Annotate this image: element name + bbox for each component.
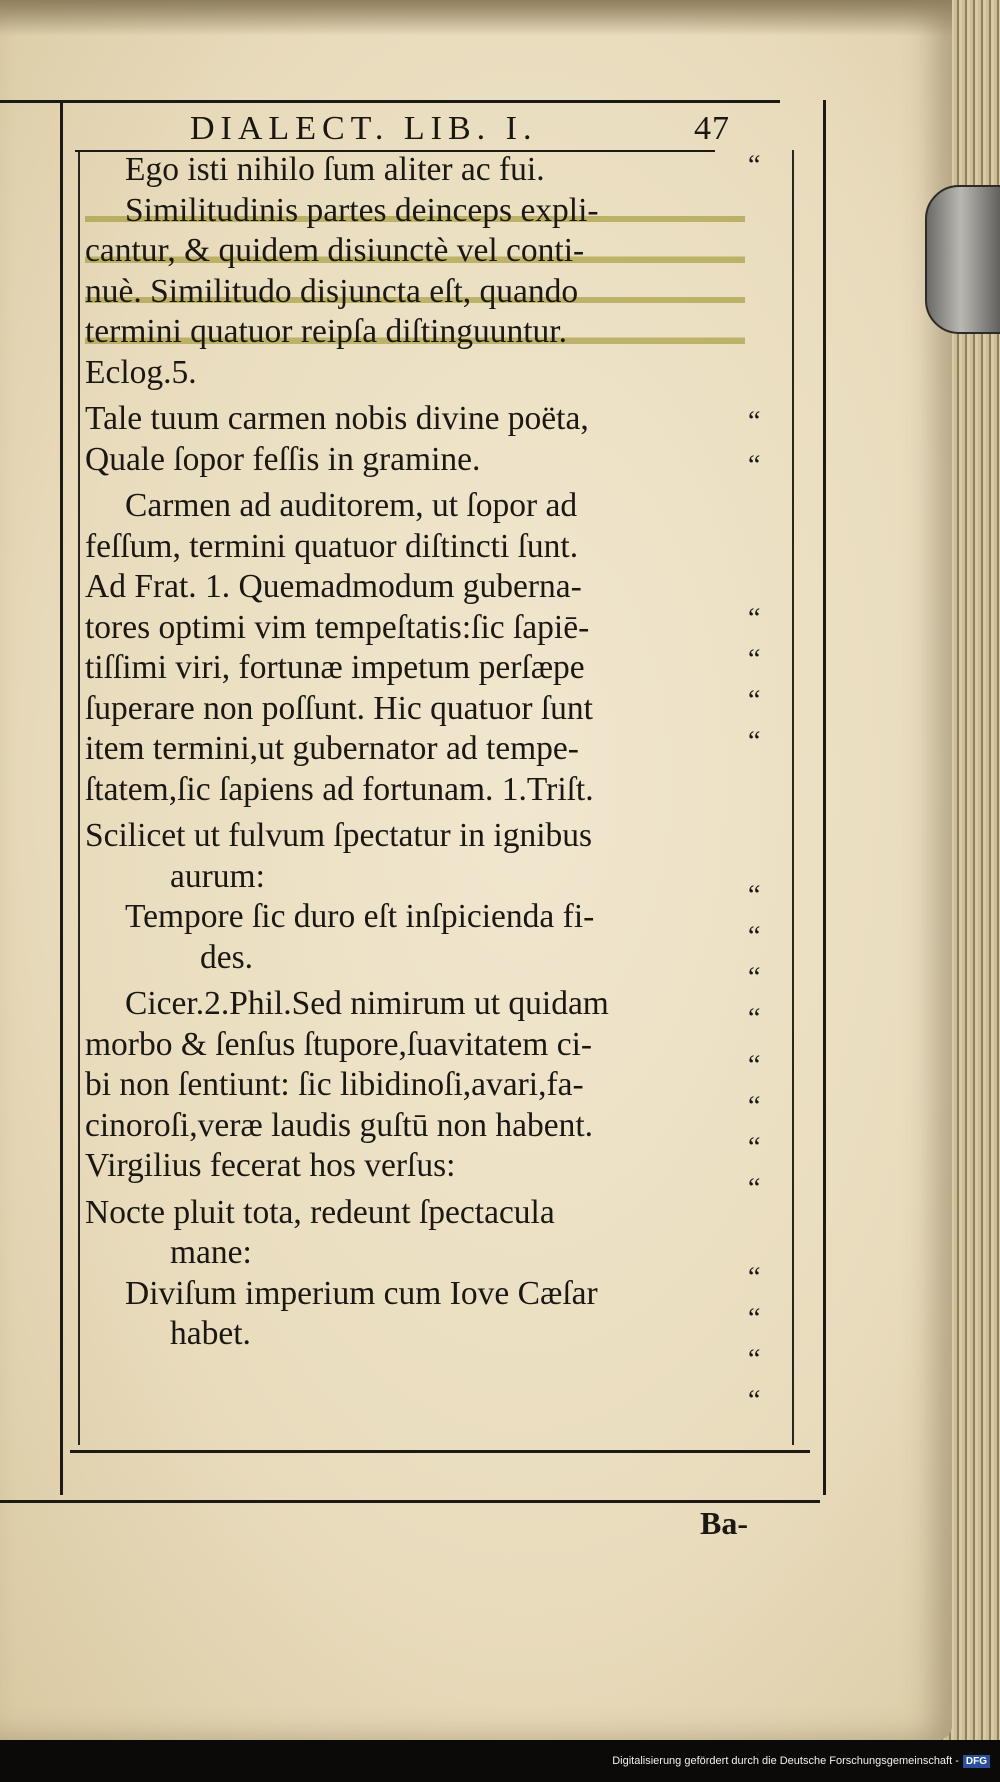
quote-mark: “: [748, 880, 761, 911]
verse-line: aurum:: [170, 857, 265, 895]
quote-mark: “: [748, 1050, 761, 1081]
page-bottom-rule: [0, 1500, 820, 1503]
verse-line: mane:: [170, 1234, 252, 1271]
verse-line: Quale ſopor feſſis in gramine.: [85, 440, 481, 478]
verse-line: Tempore ſic duro eſt inſpicienda fi-: [125, 898, 595, 935]
text-line: tores optimi vim tempeſtatis:ſic ſapiē-: [85, 608, 590, 646]
text-line-highlighted: nuè. Similitudo disjuncta eſt, quando: [85, 272, 745, 313]
quote-mark: “: [748, 406, 761, 437]
quote-mark: “: [748, 1173, 761, 1204]
quote-mark: “: [748, 1262, 761, 1293]
quote-mark: “: [748, 726, 761, 757]
text-line: morbo & ſenſus ſtupore,ſuavitatem ci-: [85, 1025, 593, 1063]
text-line: Ad Frat. 1. Quemadmodum guberna-: [85, 568, 582, 605]
text-line: item termini,ut gubernator ad tempe-: [85, 730, 579, 767]
catchword: Ba-: [700, 1505, 748, 1541]
page-top-shadow: [0, 0, 952, 36]
text-line: Virgilius fecerat hos verſus:: [85, 1147, 456, 1184]
verse-line: Diviſum imperium cum Iove Cæſar: [125, 1274, 598, 1312]
quote-mark: “: [748, 921, 761, 952]
quote-mark: “: [748, 450, 761, 481]
text-line: ſtatem,ſic ſapiens ad fortunam. 1.Triſt.: [85, 770, 594, 808]
header-top-rule: [0, 100, 780, 103]
text-line-highlighted: cantur, & quidem disiunctè vel conti-: [85, 231, 745, 272]
text-bottom-rule: [70, 1450, 810, 1453]
text-line-highlighted: termini quatuor reipſa diſtinguuntur.: [85, 312, 745, 353]
quote-mark: “: [748, 1091, 761, 1122]
digitization-footer: [0, 1740, 1000, 1782]
verse-line: Tale tuum carmen nobis divine poëta,: [85, 400, 589, 437]
quote-mark: “: [748, 1303, 761, 1334]
quote-mark: “: [748, 685, 761, 716]
running-title: DIALECT. LIB. I.: [190, 110, 538, 147]
quote-mark: “: [748, 644, 761, 675]
digitization-credit: Digitalisierung gefördert durch die Deutsche Forschungsgemeinschaft -: [612, 1755, 959, 1767]
text-line: Ego isti nihilo ſum aliter ac fui.: [125, 151, 545, 188]
verse-line: des.: [200, 938, 254, 976]
text-line: bi non ſentiunt: ſic libidinoſi,avari,fa-: [85, 1066, 584, 1103]
quote-mark: “: [748, 1344, 761, 1375]
text-line: Carmen ad auditorem, ut ſopor ad: [125, 487, 578, 524]
text-line: tiſſimi viri, fortunæ impetum perſæpe: [85, 649, 585, 686]
quote-mark: “: [748, 1003, 761, 1034]
text-line: Eclog.5.: [85, 353, 197, 391]
page-number: 47: [694, 110, 730, 147]
quote-mark: “: [748, 1385, 761, 1416]
metal-clasp: [925, 185, 1000, 334]
body-text: [85, 150, 745, 1355]
quote-mark: “: [748, 150, 761, 181]
verse-line: Nocte pluit tota, redeunt ſpectacula: [85, 1193, 555, 1231]
quote-mark: “: [748, 603, 761, 634]
quote-mark: “: [748, 1132, 761, 1163]
dfg-logo: DFG: [963, 1755, 990, 1768]
text-line: cinoroſi,veræ laudis guſtū non habent.: [85, 1106, 593, 1144]
verse-line: Scilicet ut fulvum ſpectatur in ignibus: [85, 817, 593, 854]
running-header: [190, 106, 730, 152]
quote-mark: “: [748, 962, 761, 993]
verse-line: habet.: [170, 1315, 251, 1352]
text-line: Cicer.2.Phil.Sed nimirum ut quidam: [125, 985, 609, 1022]
text-line: ſuperare non poſſunt. Hic quatuor ſunt: [85, 689, 593, 727]
text-line-highlighted: Similitudinis partes deinceps expli-: [85, 191, 745, 232]
text-line: feſſum, termini quatuor diſtincti ſunt.: [85, 527, 579, 565]
